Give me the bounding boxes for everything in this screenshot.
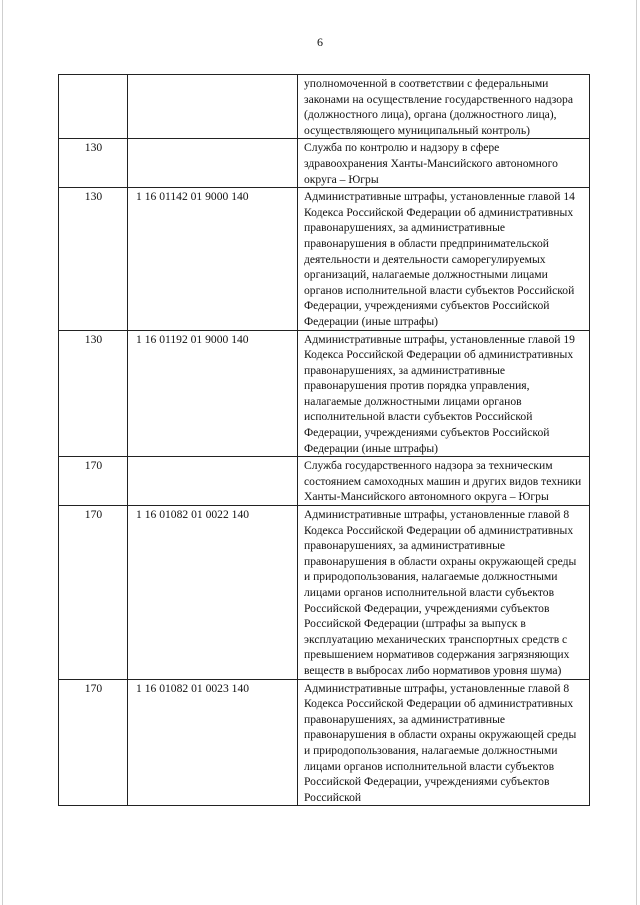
revenue-description-cell: Служба государственного надзора за техническим состоянием самоходных машин и других видов техники Ханты-Мансийского автономного округа – Югры <box>298 457 590 506</box>
revenue-description-cell: Служба по контролю и надзору в сфере здравоохранения Ханты-Мансийского автономного округа – Югры <box>298 139 590 188</box>
revenue-description-cell: Административные штрафы, установленные главой 14 Кодекса Российской Федерации об административных правонарушениях, за административные правонарушения в области предпринимательской деятельности и деятельности саморегулируемых организаций, налагаемые должностными лицами органов исполнительной власти субъектов Российской Федерации, учреждениями субъектов Российской Федерации (иные штрафы) <box>298 188 590 330</box>
table-body <box>59 75 590 806</box>
table-row <box>59 75 590 139</box>
administrator-code-cell: 130 <box>59 139 128 188</box>
table-row <box>59 139 590 188</box>
administrator-code-cell: 170 <box>59 457 128 506</box>
administrator-code-cell: 170 <box>59 506 128 680</box>
table-row <box>59 188 590 330</box>
administrator-code-cell: 170 <box>59 679 128 806</box>
budget-classification-code-cell: 1 16 01082 01 0022 140 <box>128 506 298 680</box>
revenue-description-cell: Административные штрафы, установленные главой 8 Кодекса Российской Федерации об административных правонарушениях, за административные правонарушения в области охраны окружающей среды и природопользования, налагаемые должностными лицами органов исполнительной власти субъектов Российской Федерации, учреждениями субъектов Российской <box>298 679 590 806</box>
page-number: 6 <box>317 35 323 49</box>
revenue-description-cell: Административные штрафы, установленные главой 19 Кодекса Российской Федерации об административных правонарушениях, за административные правонарушения против порядка управления, налагаемые должностными лицами органов исполнительной власти субъектов Российской Федерации, учреждениями субъектов Российской Федерации (иные штрафы) <box>298 330 590 457</box>
table-row <box>59 457 590 506</box>
budget-classification-code-cell: 1 16 01082 01 0023 140 <box>128 679 298 806</box>
revenue-description-cell: уполномоченной в соответствии с федеральными законами на осуществление государственного надзора (должностного лица), органа (должностного лица), осуществляющего муниципальный контроль) <box>298 75 590 139</box>
administrator-code-cell <box>59 75 128 139</box>
table-row <box>59 330 590 457</box>
table-row <box>59 679 590 806</box>
budget-classification-code-cell: 1 16 01142 01 9000 140 <box>128 188 298 330</box>
budget-codes-table <box>58 74 590 806</box>
administrator-code-cell: 130 <box>59 188 128 330</box>
budget-classification-code-cell <box>128 139 298 188</box>
administrator-code-cell: 130 <box>59 330 128 457</box>
table-row <box>59 506 590 680</box>
budget-classification-code-cell: 1 16 01192 01 9000 140 <box>128 330 298 457</box>
budget-classification-code-cell <box>128 75 298 139</box>
budget-classification-code-cell <box>128 457 298 506</box>
revenue-description-cell: Административные штрафы, установленные главой 8 Кодекса Российской Федерации об административных правонарушениях, за административные правонарушения в области охраны окружающей среды и природопользования, налагаемые должностными лицами органов исполнительной власти субъектов Российской Федерации, учреждениями субъектов Российской Федерации (штрафы за выпуск в эксплуатацию механических транспортных средств с превышением нормативов содержания загрязняющих веществ в выбросах либо нормативов уровня шума) <box>298 506 590 680</box>
